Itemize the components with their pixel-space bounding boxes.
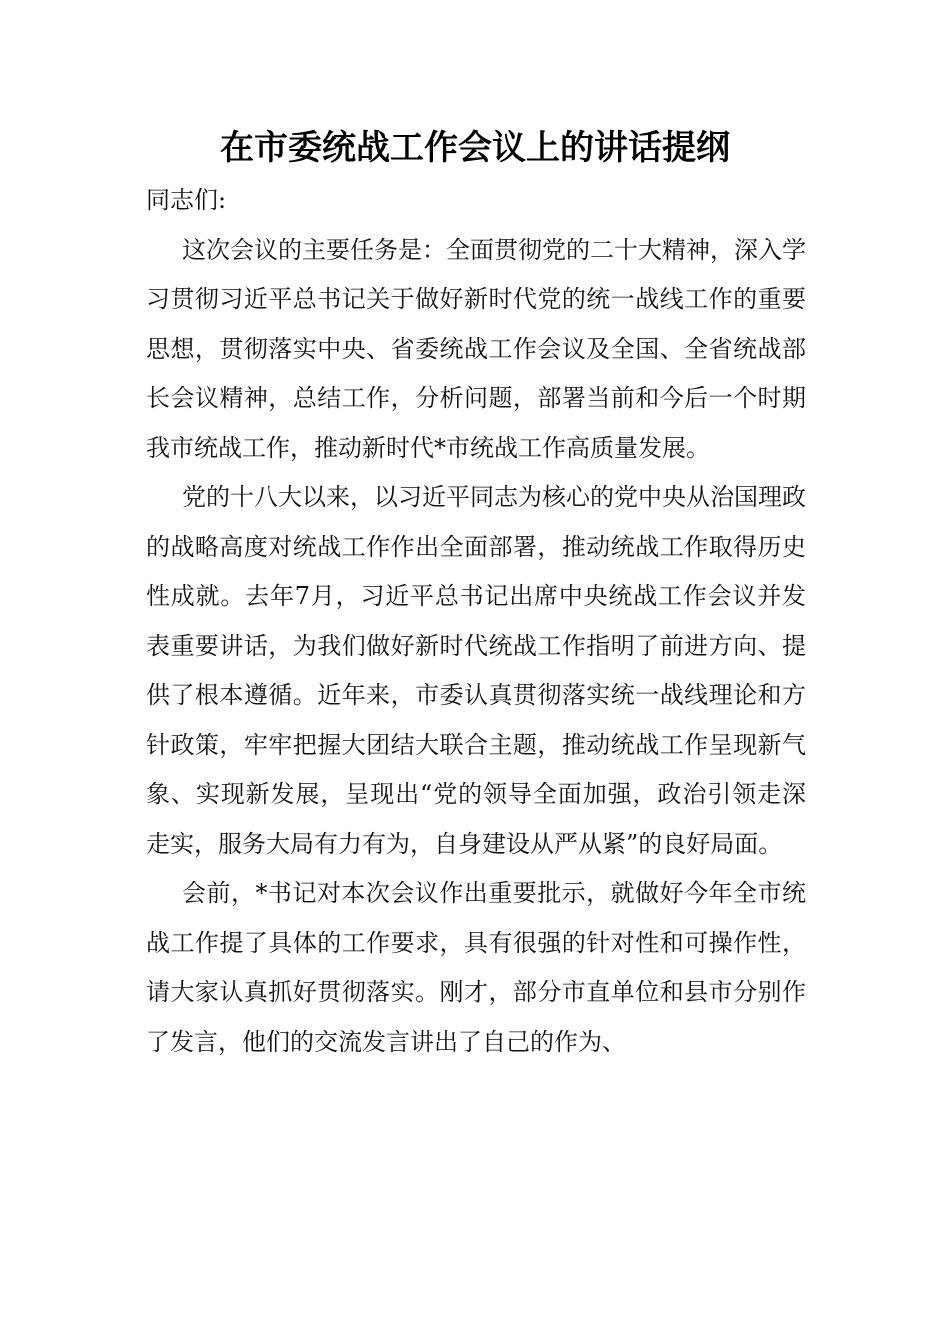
paragraph-instructions: 会前，*书记对本次会议作出重要批示，就做好今年全市统战工作提了具体的工作要求，具有很强的针对性和可操作性，请大家认真抓好贯彻落实。刚才，部分市直单位和县市分别作了发言，他们的交流发言讲出了自己的作为、 bbox=[146, 879, 806, 1056]
document-body bbox=[146, 176, 806, 1067]
salutation: 同志们: bbox=[146, 186, 227, 214]
paragraph-achievements: 党的十八大以来，以习近平同志为核心的党中央从治国理政的战略高度对统战工作作出全面部署，推动统战工作取得历史性成就。去年7月，习近平总书记出席中央统战工作会议并发表重要讲话，为我们做好新时代统战工作指明了前进方向、提供了根本遵循。近年来，市委认真贯彻落实统一战线理论和方针政策，牢牢把握大团结大联合主题，推动统战工作呈现新气象、实现新发展，呈现出“党的领导全面加强，政治引领走深走实，服务大局有力有为，自身建设从严从紧”的良好局面。 bbox=[146, 483, 806, 858]
paragraph-meeting-tasks: 这次会议的主要任务是：全面贯彻党的二十大精神，深入学习贯彻习近平总书记关于做好新时代党的统一战线工作的重要思想，贯彻落实中央、省委统战工作会议及全国、全省统战部长会议精神，总结工作，分析问题，部署当前和今后一个时期我市统战工作，推动新时代*市统战工作高质量发展。 bbox=[146, 235, 806, 462]
document-title: 在市委统战工作会议上的讲话提纲 bbox=[220, 128, 730, 168]
